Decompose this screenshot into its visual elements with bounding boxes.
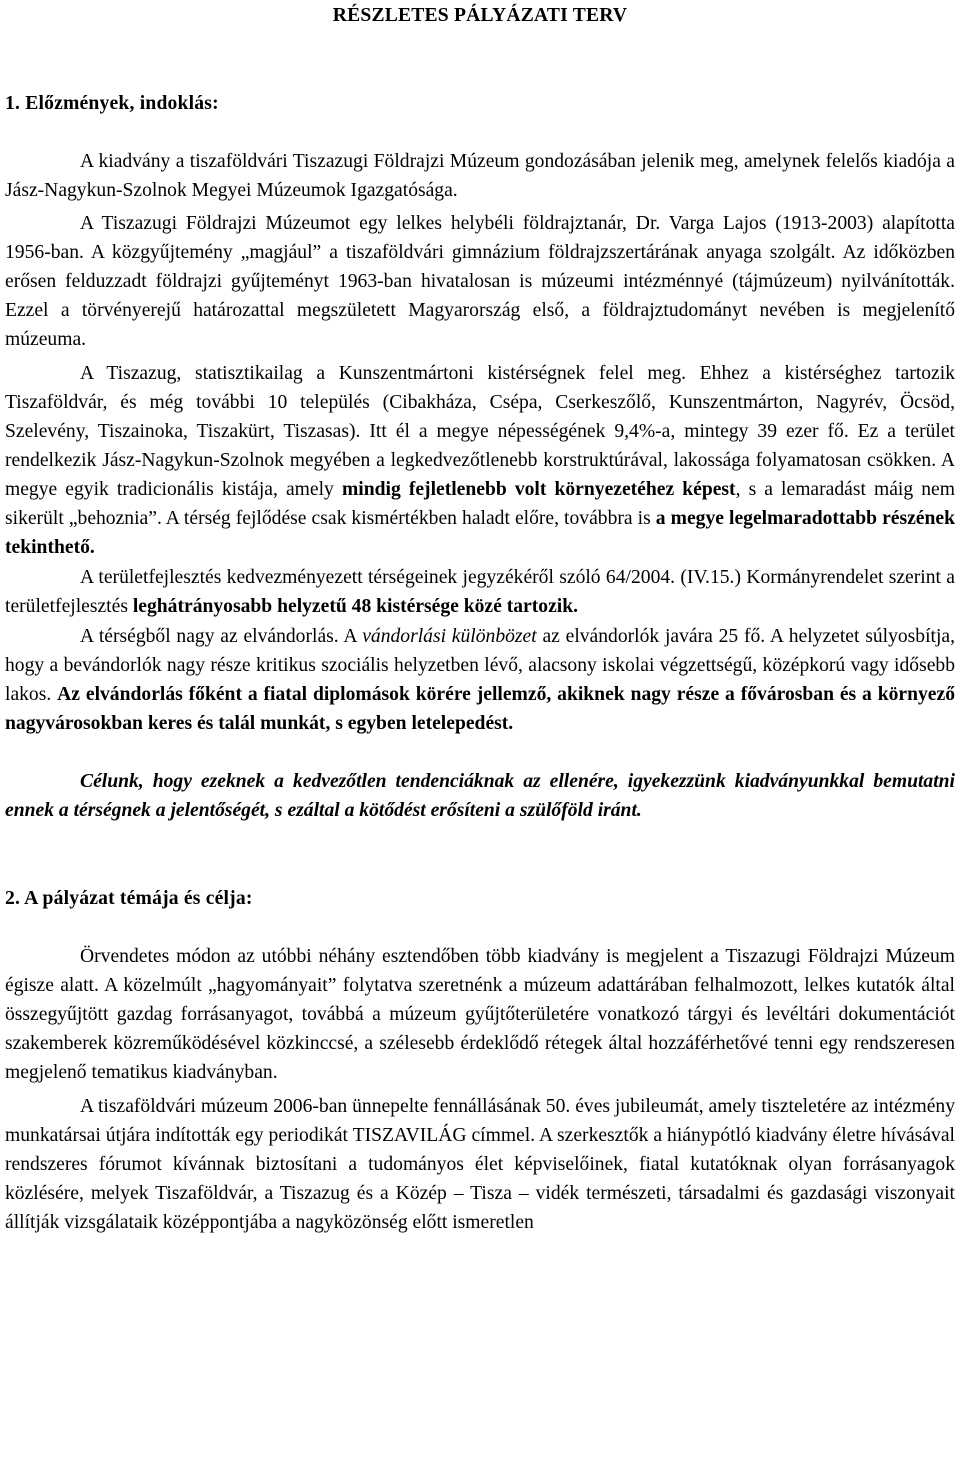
section-1-paragraph-1: A kiadvány a tiszaföldvári Tiszazugi Földrajzi Múzeum gondozásában jelenik meg, amelynek felelős kiadója a Jász-Nagykun-Szolnok Megyei Múzeumok Igazgatósága. (5, 151, 955, 201)
paragraph-text: az elvándorlók javára 25 fő. A helyzetet súlyosbítja, hogy a bevándorlók nagy része kritikus szociális helyzetben lévő, alacsony iskolai végzettségű, középkorú vagy idősebb lakos. (5, 626, 956, 705)
emphasis-text: mindig fejletlenebb volt környezetéhez képest (341, 479, 736, 500)
emphasis-text: leghátrányosabb helyzetű 48 kistérsége közé tartozik. (132, 596, 578, 617)
document-title: RÉSZLETES PÁLYÁZATI TERV (332, 5, 628, 26)
goal-statement: Célunk, hogy ezeknek a kedvezőtlen tendenciáknak az ellenére, igyekezzünk kiadványunkkal bemutatni ennek a térségnek a jelentőségét, s ezáltal a kötődést erősíteni a szülőföld iránt. (5, 771, 955, 821)
paragraph-text: A Tiszazug, statisztikailag a Kunszentmártoni kistérségnek felel meg. Ehhez a kistérséghez tartozik Tiszaföldvár, és még további 10 település (Cibakháza, Csépa, Cserkeszőlő, Kunszentmárton, Nagyrév, Öcsöd, Szelevény, Tiszainoka, Tiszakürt, Tiszasas). Itt él a megye népességének 9,4%-a, mintegy 39 ezer fő. Ez a terület rendelkezik Jász-Nagykun-Szolnok megyében a legkedvezőtlenebb korstruktúrával, lakossága folyamatosan csökken. A megye egyik tradicionális kistája, amely (5, 363, 955, 500)
paragraph-text: , s a lemaradást máig nem sikerült „behoznia”. A térség fejlődése csak kismértékben haladt előre, továbbra is (5, 479, 955, 529)
section-2-paragraph-1: Örvendetes módon az utóbbi néhány esztendőben több kiadvány is megjelent a Tiszazugi Földrajzi Múzeum égisze alatt. A közelmúlt „hagyományait” folytatva szeretnénk a múzeum adattárában felhalmozott, lelkes kutatók által összegyűjtött gazdag forrásanyagot, továbbá a múzeum gyűjtőterületére vonatkozó tárgyi és levéltári dokumentációt szakemberek közreműködésével közkinccsé, a szélesebb érdeklődő rétegek által hozzáférhetővé tenni egy rendszeresen megjelenő tematikus kiadványban. (5, 946, 955, 1083)
emphasis-text: a megye legelmaradottabb részének tekinthető. (5, 508, 955, 558)
section-1-paragraph-5 (5, 622, 955, 738)
section-2-heading: 2. A pályázat témája és célja: (5, 888, 253, 909)
section-1-paragraph-4 (5, 563, 955, 621)
paragraph-text: A térségből nagy az elvándorlás. A (80, 626, 363, 647)
document-page (5, 0, 955, 1237)
paragraph-text: A területfejlesztés kedvezményezett térségeinek jegyzékéről szóló 64/2004. (IV.15.) Kormányrendelet szerint a területfejlesztés (5, 567, 955, 617)
section-2-paragraph-2: A tiszaföldvári múzeum 2006-ban ünnepelte fennállásának 50. éves jubileumát, amely tiszteletére az intézmény munkatársai útjára indították egy periodikát TISZAVILÁG címmel. A szerkesztők a hiánypótló kiadvány életre hívásával rendszeres fórumot kívánnak biztosítani a tudományos élet képviselőinek, fiatal kutatóknak olyan forrásanyagok közlésére, melyek Tiszaföldvár, a Tiszazug és a Közép – Tisza – vidék természeti, társadalmi és gazdasági viszonyait állítják vizsgálataik középpontjába a nagyközönség előtt ismeretlen (5, 1096, 955, 1233)
section-1-paragraph-3 (5, 359, 955, 562)
section-1-paragraph-2: A Tiszazugi Földrajzi Múzeumot egy lelkes helybéli földrajztanár, Dr. Varga Lajos (1913-2003) alapította 1956-ban. A közgyűjtemény „magjául” a tiszaföldvári gimnázium földrajzszertárának anyaga szolgált. Az időközben erősen felduzzadt földrajzi gyűjteményt 1963-ban hivatalosan is múzeumi intézménnyé (tájmúzeum) nyilvánították. Ezzel a törvényerejű határozattal megszületett Magyarország első, a földrajztudományt nevében is megjelenítő múzeuma. (5, 213, 955, 350)
section-1-heading: 1. Előzmények, indoklás: (5, 93, 219, 114)
italic-term: vándorlási különbözet (362, 626, 537, 647)
emphasis-text: Az elvándorlás főként a fiatal diplomások körére jellemző, akiknek nagy része a fővárosban és a környező nagyvárosokban keres és talál munkát, s egyben letelepedést. (5, 684, 956, 734)
